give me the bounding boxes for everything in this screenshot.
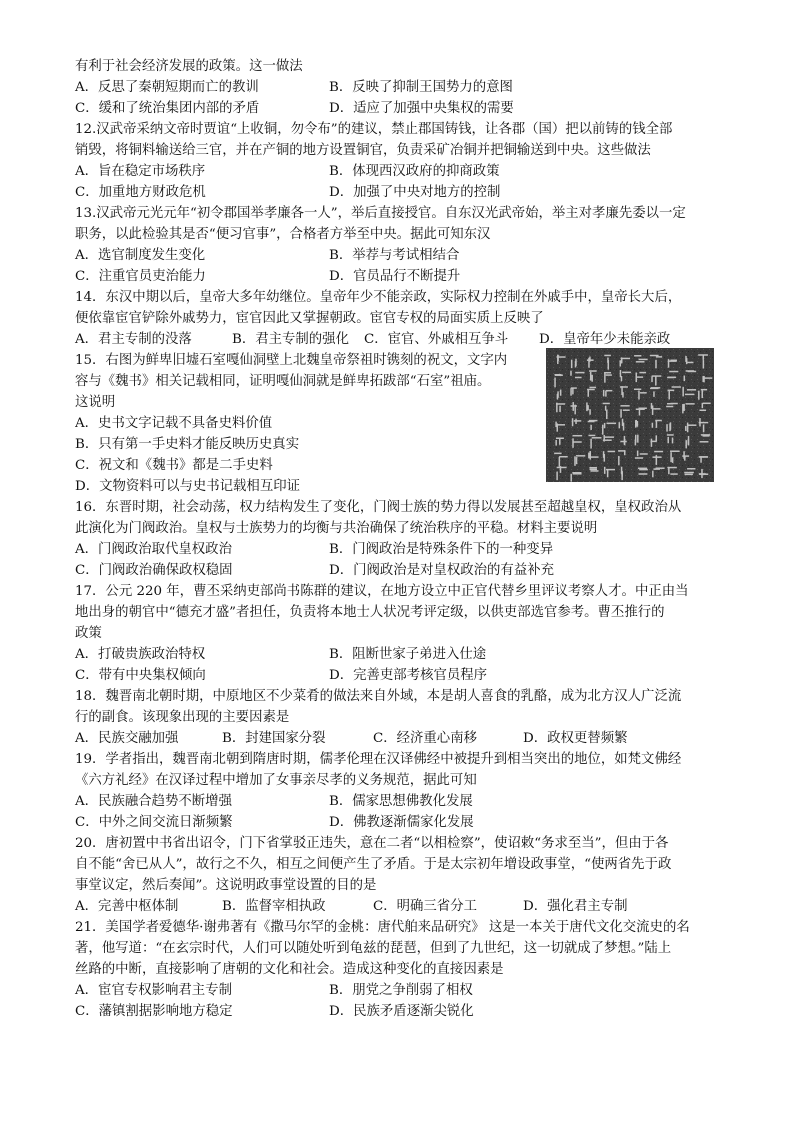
options-row	[75, 812, 723, 833]
option-c[interactable]: C．明确三省分工	[373, 899, 477, 914]
question-text: 有利于社会经济发展的政策。这一做法	[75, 59, 303, 74]
question-17-line-3: 政策	[75, 626, 102, 641]
option-d[interactable]: D．加强了中央对地方的控制	[329, 185, 501, 200]
question-20-line-1: 20．唐初置中书省出诏令，门下省掌驳正违失，意在二者“以相检察”，使诏敕“务求至当”，但由于各	[75, 836, 669, 851]
option-b[interactable]: B．阻断世家子弟进入仕途	[329, 647, 487, 662]
option-c[interactable]: C．宦官、外戚相互争斗	[364, 332, 509, 347]
question-15-line-1: 15．右图为鲜卑旧墟石室嘎仙洞壁上北魏皇帝祭祖时镌刻的祝文，文字内	[75, 353, 508, 368]
option-a[interactable]: A．选官制度发生变化	[75, 248, 206, 263]
options-row	[75, 980, 723, 1001]
options-row	[75, 791, 723, 812]
question-12-line-2: 销毁，将铜料输送给三官，并在产铜的地方设置铜官，负责采矿冶铜并把铜输送到中央。这些做法	[75, 143, 651, 158]
options-row	[75, 161, 723, 182]
option-d[interactable]: D．完善吏部考核官员程序	[329, 668, 488, 683]
option-c[interactable]: C．中外之间交流日渐频繁	[75, 815, 233, 830]
option-b[interactable]: B．儒家思想佛教化发展	[329, 794, 473, 809]
exam-page	[75, 56, 723, 1022]
question-18-line-1: 18．魏晋南北朝时期，中原地区不少菜肴的做法来自外域，本是胡人喜食的乳酪，成为北方汉人广泛流	[75, 689, 682, 704]
option-a[interactable]: A．民族融合趋势不断增强	[75, 794, 232, 809]
option-d[interactable]: D．文物资料可以与史书记载相互印证	[75, 479, 300, 494]
option-a[interactable]: A．反思了秦朝短期而亡的教训	[75, 80, 259, 95]
question-21-line-2: 著，他写道：“在玄宗时代，人们可以随处听到龟兹的琵琶，但到了九世纪，这一切就成了梦想。”陆上	[75, 941, 672, 956]
question-16-line-1: 16．东晋时期，社会动荡，权力结构发生了变化，门阀士族的势力得以发展甚至超越皇权，皇权政治从	[75, 500, 682, 515]
question-16-line-2: 此演化为门阀政治。皇权与士族势力的均衡与共治确保了统治秩序的平稳。材料主要说明	[75, 521, 598, 536]
options-row	[75, 329, 723, 350]
option-b[interactable]: B．君主专制的强化	[232, 332, 349, 347]
question-21-line-3: 丝路的中断，直接影响了唐朝的文化和社会。造成这种变化的直接因素是	[75, 962, 504, 977]
option-c[interactable]: C．藩镇割据影响地方稳定	[75, 1004, 233, 1019]
options-row	[75, 665, 723, 686]
option-c[interactable]: C．经济重心南移	[373, 731, 477, 746]
options-row	[75, 560, 723, 581]
options-row	[75, 728, 723, 749]
question-21-line-1: 21．美国学者爱德华·谢弗著有《撒马尔罕的金桃：唐代舶来品研究》 这是一本关于唐代文化交流史的名	[75, 920, 690, 935]
option-d[interactable]: D．强化君主专制	[523, 899, 628, 914]
option-c[interactable]: C．门阀政治确保政权稳固	[75, 563, 233, 578]
question-15-line-3: 这说明	[75, 395, 116, 410]
option-b[interactable]: B．封建国家分裂	[222, 731, 326, 746]
option-b[interactable]: B．体现西汉政府的抑商政策	[329, 164, 500, 179]
question-17-line-2: 地出身的朝官中“德充才盛”者担任，负责将本地士人状况考评定级，以供吏部选官参考。曹丕推行的	[75, 605, 665, 620]
option-d[interactable]: D．门阀政治是对皇权政治的有益补充	[329, 563, 554, 578]
option-a[interactable]: A．宦官专权影响君主专制	[75, 983, 232, 998]
question-12-line-1: 12.汉武帝采纳文帝时贾谊“上收铜，勿令布”的建议，禁止郡国铸钱，让各郡（国）把以前铸的钱全部	[75, 122, 673, 137]
question-17-line-1: 17．公元 220 年，曹丕采纳吏部尚书陈群的建议，在地方设立中正官代替乡里评议考察人才。中正由当	[75, 584, 689, 599]
option-d[interactable]: D．官员品行不断提升	[329, 269, 461, 284]
options-row	[75, 644, 723, 665]
option-d[interactable]: D．佛教逐渐儒家化发展	[329, 815, 474, 830]
stone-inscription-image	[546, 348, 714, 482]
option-d[interactable]: D．皇帝年少未能亲政	[539, 332, 671, 347]
question-20-line-2: 自不能“舍已从人”，故行之不久，相互之间便产生了矛盾。于是太宗初年增设政事堂，“使两省先于政	[75, 857, 672, 872]
option-b[interactable]: B．朋党之争削弱了相权	[329, 983, 473, 998]
options-row	[75, 1001, 723, 1022]
option-b[interactable]: B．监督宰相执政	[222, 899, 326, 914]
option-d[interactable]: D．民族矛盾逐渐尖锐化	[329, 1004, 474, 1019]
options-row	[75, 896, 723, 917]
option-c[interactable]: C．缓和了统治集团内部的矛盾	[75, 101, 260, 116]
question-14-line-2: 便依靠宦官铲除外戚势力，宦官因此又掌握朝政。宦官专权的局面实质上反映了	[75, 311, 544, 326]
option-c[interactable]: C．祝文和《魏书》都是二手史料	[75, 458, 273, 473]
question-15-line-2: 容与《魏书》相关记载相同，证明嘎仙洞就是鲜卑拓跋部“石室”祖庙。	[75, 374, 491, 389]
option-d[interactable]: D．政权更替频繁	[523, 731, 628, 746]
option-c[interactable]: C．带有中央集权倾向	[75, 668, 206, 683]
options-row	[75, 266, 723, 287]
option-a[interactable]: A．旨在稳定市场秩序	[75, 164, 206, 179]
option-a[interactable]: A．民族交融加强	[75, 731, 179, 746]
option-b[interactable]: B．只有第一手史料才能反映历史真实	[75, 437, 300, 452]
question-20-line-3: 事堂议定，然后奏闻”。这说明政事堂设置的目的是	[75, 878, 377, 893]
options-row	[75, 539, 723, 560]
question-18-line-2: 行的副食。该现象出现的主要因素是	[75, 710, 290, 725]
options-row	[75, 245, 723, 266]
option-b[interactable]: B．门阀政治是特殊条件下的一种变异	[329, 542, 554, 557]
options-row	[75, 182, 723, 203]
option-d[interactable]: D．适应了加强中央集权的需要	[329, 101, 514, 116]
option-b[interactable]: B．反映了抑制王国势力的意图	[329, 80, 513, 95]
option-b[interactable]: B．举荐与考试相结合	[329, 248, 460, 263]
question-13-line-2: 职务，以此检验其是否“便习官事”，合格者方举至中央。据此可知东汉	[75, 227, 491, 242]
option-a[interactable]: A．打破贵族政治特权	[75, 647, 206, 662]
option-a[interactable]: A．史书文字记载不具备史料价值	[75, 416, 273, 431]
options-row	[75, 98, 723, 119]
question-19-line-1: 19．学者指出，魏晋南北朝到隋唐时期，儒孝伦理在汉译佛经中被提升到相当突出的地位，如梵文佛经	[75, 752, 682, 767]
options-row	[75, 77, 723, 98]
option-a[interactable]: A．门阀政治取代皇权政治	[75, 542, 232, 557]
question-19-line-2: 《六方礼经》在汉译过程中增加了女事亲尽孝的义务规范，据此可知	[75, 773, 477, 788]
option-c[interactable]: C．加重地方财政危机	[75, 185, 206, 200]
option-a[interactable]: A．完善中枢体制	[75, 899, 179, 914]
option-a[interactable]: A．君主专制的没落	[75, 332, 192, 347]
question-13-line-1: 13.汉武帝元光元年“初令郡国举孝廉各一人”，举后直接授官。自东汉光武帝始，举主对孝廉先委以一定	[75, 206, 686, 221]
option-c[interactable]: C．注重官员吏治能力	[75, 269, 206, 284]
question-14-line-1: 14．东汉中期以后，皇帝大多年幼继位。皇帝年少不能亲政，实际权力控制在外戚手中，皇帝长大后，	[75, 290, 682, 305]
